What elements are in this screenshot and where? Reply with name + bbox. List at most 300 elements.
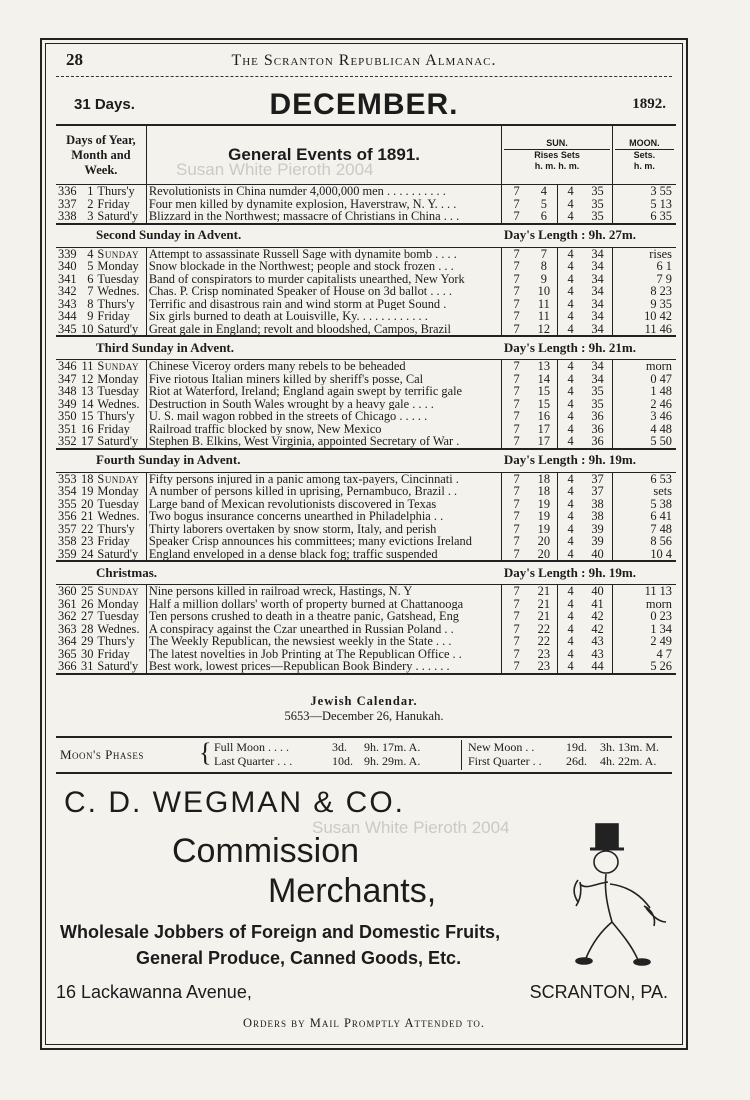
- day-length: Day's Length : 9h. 19m.: [502, 561, 676, 585]
- day-of-month: 27: [81, 610, 94, 623]
- sunset-hour: 4: [557, 610, 583, 623]
- sunset-minute: 36: [591, 422, 604, 435]
- section-heading-row: [56, 449, 676, 473]
- sunrise-minute: 19: [537, 497, 551, 510]
- sunset-hour: 4: [557, 435, 583, 449]
- moon-time: 4 7: [612, 648, 676, 661]
- ad-note: Orders by Mail Promptly Attended to.: [242, 1016, 486, 1030]
- sunrise-minute: 16: [537, 410, 551, 423]
- day-of-month: 26: [81, 597, 94, 610]
- sunset-hour: 4: [557, 260, 583, 273]
- phase-row: [214, 754, 420, 768]
- day-of-week: Saturd'y: [97, 322, 139, 336]
- sunrise-minute: 23: [537, 660, 551, 673]
- day-of-month: 31: [81, 660, 94, 673]
- calendar-row: [56, 523, 676, 536]
- event-text: Attempt to assassinate Russell Sage with dynamite bomb . . . .: [146, 247, 501, 260]
- sunrise-hour: 7: [502, 472, 531, 485]
- day-of-month: 15: [81, 410, 94, 423]
- day-length: Day's Length : 9h. 21m.: [502, 336, 676, 360]
- calendar-row: [56, 585, 676, 598]
- day-of-week: Saturd'y: [97, 210, 139, 223]
- sunrise-hour: 7: [502, 623, 531, 636]
- day-of-week: Saturd'y: [97, 660, 139, 673]
- sunrise-minute: 10: [537, 285, 551, 298]
- phase-time: 9h. 29m. A.: [364, 754, 421, 768]
- calendar-row: [56, 198, 676, 211]
- moon-time: morn: [612, 598, 676, 611]
- day-of-year: 345: [58, 322, 77, 336]
- moon-time: 4 48: [612, 423, 676, 436]
- day-of-month: 5: [87, 260, 94, 273]
- calendar-row: [56, 435, 676, 449]
- day-of-month: 2: [87, 197, 94, 210]
- jewish-calendar-text: 5653—December 26, Hanukah.: [284, 709, 444, 723]
- event-text: A conspiracy against the Czar unearthed in Russian Poland . .: [146, 623, 501, 636]
- event-text: Four men killed by dynamite explosion, Haverstraw, N. Y. . . .: [146, 198, 501, 211]
- sunrise-hour: 7: [502, 260, 531, 273]
- sunset-minute: 40: [591, 547, 604, 561]
- day-of-month: 23: [81, 535, 94, 548]
- day-of-year: 340: [58, 260, 77, 273]
- moon-time: 5 26: [612, 660, 676, 674]
- sunrise-hour: 7: [502, 548, 531, 562]
- calendar-row: [56, 398, 676, 411]
- sun-rise-set-labels: [504, 150, 610, 161]
- sunrise-minute: 15: [537, 397, 551, 410]
- calendar-row: [56, 472, 676, 485]
- day-of-year: 344: [58, 310, 77, 323]
- days-column-head: Days of Year, Month and Week.: [56, 125, 146, 185]
- section-title: Third Sunday in Advent.: [56, 336, 502, 360]
- sunrise-hour: 7: [502, 198, 531, 211]
- day-of-week: Sunday: [97, 247, 139, 260]
- day-of-year: 363: [58, 622, 77, 635]
- sunset-minute: 43: [591, 635, 604, 648]
- sunrise-hour: 7: [502, 398, 531, 411]
- day-of-month: 14: [81, 397, 94, 410]
- day-of-month: 3: [87, 210, 94, 223]
- sunset-minute: 36: [591, 435, 604, 448]
- sunrise-hour: 7: [502, 610, 531, 623]
- day-of-year: 349: [58, 397, 77, 410]
- moon-time: 11 46: [612, 323, 676, 337]
- sunrise-hour: 7: [502, 510, 531, 523]
- ad-subline-2: General Produce, Canned Goods, Etc.: [136, 948, 462, 968]
- sunset-hour: 4: [557, 535, 583, 548]
- almanac-page: [40, 38, 688, 1050]
- events-column-head: General Events of 1891.: [146, 125, 501, 185]
- event-text: A number of persons killed in uprising, Pernambuco, Brazil . .: [146, 485, 501, 498]
- day-of-year: 346: [58, 359, 77, 373]
- event-text: England enveloped in a dense black fog; traffic suspended: [146, 548, 501, 562]
- sunrise-minute: 23: [537, 647, 551, 660]
- day-of-month: 10: [81, 322, 94, 336]
- moon-phases-title: Moon's Phases: [60, 747, 144, 762]
- day-of-year: 360: [58, 584, 77, 598]
- phase-row: [468, 740, 659, 754]
- sunrise-hour: 7: [502, 247, 531, 260]
- day-of-month: 7: [87, 285, 94, 298]
- rises-label: Rises: [534, 150, 559, 160]
- calendar-row: [56, 648, 676, 661]
- moon-time: 0 23: [612, 610, 676, 623]
- day-of-month: 6: [87, 272, 94, 285]
- sunset-minute: 34: [591, 310, 604, 323]
- sunset-hour: 4: [557, 198, 583, 211]
- sunset-hour: 4: [557, 472, 583, 485]
- day-of-week: Sunday: [97, 359, 139, 373]
- calendar-row: [56, 498, 676, 511]
- day-of-week: Wednes.: [97, 622, 140, 635]
- day-of-year: 356: [58, 510, 77, 523]
- sunset-hour: 4: [557, 510, 583, 523]
- sunrise-minute: 6: [540, 210, 547, 223]
- day-of-year: 342: [58, 285, 77, 298]
- year: 1892.: [632, 96, 666, 112]
- event-text: The Weekly Republican, the newsiest weekly in the State . . .: [146, 635, 501, 648]
- phases-divider: [461, 740, 462, 770]
- day-of-year: 359: [58, 547, 77, 561]
- sunrise-minute: 22: [537, 635, 551, 648]
- sunrise-hour: 7: [502, 410, 531, 423]
- sunrise-minute: 20: [537, 547, 551, 561]
- moon-time: 1 34: [612, 623, 676, 636]
- sunset-hour: 4: [557, 298, 583, 311]
- calendar-row: [56, 535, 676, 548]
- sunset-minute: 34: [591, 285, 604, 298]
- moon-time: 2 46: [612, 398, 676, 411]
- sunset-hour: 4: [557, 247, 583, 260]
- sunset-minute: 35: [591, 385, 604, 398]
- sunset-hour: 4: [557, 310, 583, 323]
- day-of-year: 354: [58, 485, 77, 498]
- day-of-week: Wednes.: [97, 285, 140, 298]
- sunrise-minute: 17: [537, 435, 551, 448]
- table-end-rule: [56, 674, 676, 677]
- phase-time: 3h. 13m. M.: [600, 740, 660, 754]
- sunset-minute: 35: [591, 197, 604, 210]
- sunset-hour: 4: [557, 410, 583, 423]
- phase-name: Last Quarter . . .: [214, 754, 293, 768]
- sunset-minute: 39: [591, 522, 604, 535]
- moon-time: 5 50: [612, 435, 676, 449]
- sunrise-minute: 7: [540, 247, 547, 260]
- day-of-week: Tuesday: [97, 385, 139, 398]
- event-text: Two bogus insurance concerns unearthed in Philadelphia . .: [146, 510, 501, 523]
- sunrise-minute: 14: [537, 372, 551, 385]
- section-title: Second Sunday in Advent.: [56, 224, 502, 248]
- event-text: U. S. mail wagon robbed in the streets of Chicago . . . . .: [146, 410, 501, 423]
- event-text: Best work, lowest prices—Republican Book Bindery . . . . . .: [146, 660, 501, 674]
- sun-column-head: [502, 125, 613, 185]
- sunrise-minute: 21: [537, 610, 551, 623]
- event-text: Stephen B. Elkins, West Virginia, appointed Secretary of War .: [146, 435, 501, 449]
- sunset-hour: 4: [557, 523, 583, 536]
- day-of-month: 18: [81, 472, 94, 485]
- month-title: DECEMBER.: [269, 88, 459, 121]
- event-text: The latest novelties in Job Printing at The Republican Office . .: [146, 648, 501, 661]
- moon-time: 3 55: [612, 185, 676, 198]
- sunrise-hour: 7: [502, 485, 531, 498]
- day-of-year: 355: [58, 497, 77, 510]
- sunset-minute: 43: [591, 647, 604, 660]
- day-of-week: Monday: [97, 485, 139, 498]
- moon-time: 10 42: [612, 310, 676, 323]
- moon-phases: [56, 736, 672, 774]
- moon-time: 8 56: [612, 535, 676, 548]
- sunrise-hour: 7: [502, 535, 531, 548]
- sunset-minute: 42: [591, 622, 604, 635]
- day-of-week: Thurs'y: [97, 410, 135, 423]
- moon-time: 7 48: [612, 523, 676, 536]
- day-of-month: 1: [87, 184, 94, 198]
- moon-time: 7 9: [612, 273, 676, 286]
- calendar-row: [56, 310, 676, 323]
- event-text: Six girls burned to death at Louisville, Ky. . . . . . . . . . . .: [146, 310, 501, 323]
- sunrise-hour: 7: [502, 373, 531, 386]
- event-text: Blizzard in the Northwest; massacre of Christians in China . . .: [146, 210, 501, 224]
- moon-time: morn: [612, 360, 676, 373]
- day-of-month: 19: [81, 485, 94, 498]
- day-of-year: 350: [58, 410, 77, 423]
- sunrise-hour: 7: [502, 523, 531, 536]
- sunset-minute: 34: [591, 260, 604, 273]
- sunrise-hour: 7: [502, 210, 531, 224]
- moon-sets-label: Sets.: [633, 150, 656, 160]
- calendar-row: [56, 373, 676, 386]
- sunset-hour: 4: [557, 360, 583, 373]
- sunrise-minute: 18: [537, 472, 551, 485]
- moon-time: 10 4: [612, 548, 676, 562]
- sunrise-minute: 19: [537, 510, 551, 523]
- day-of-week: Friday: [97, 535, 130, 548]
- phase-day: 19d.: [566, 740, 587, 754]
- day-of-week: Thurs'y: [97, 184, 135, 198]
- day-of-year: 358: [58, 535, 77, 548]
- sunrise-hour: 7: [502, 435, 531, 449]
- event-text: Ten persons crushed to death in a theatre panic, Gatshead, Eng: [146, 610, 501, 623]
- day-of-week: Friday: [97, 197, 130, 210]
- sunrise-minute: 22: [537, 622, 551, 635]
- sunrise-minute: 8: [540, 260, 547, 273]
- sunset-hour: 4: [557, 548, 583, 562]
- sunset-minute: 44: [591, 660, 604, 673]
- sunset-minute: 39: [591, 535, 604, 548]
- calendar-row: [56, 423, 676, 436]
- sunrise-hour: 7: [502, 273, 531, 286]
- moon-time: 2 49: [612, 635, 676, 648]
- day-of-week: Monday: [97, 597, 139, 610]
- sunrise-minute: 21: [537, 597, 551, 610]
- days-count: 31 Days.: [74, 96, 135, 113]
- watermark: Susan White Pieroth 2004: [176, 160, 374, 179]
- event-text: Riot at Waterford, Ireland; England again swept by terrific gale: [146, 385, 501, 398]
- sunset-minute: 37: [591, 485, 604, 498]
- sunrise-minute: 11: [537, 310, 550, 323]
- column-header-row: [56, 125, 676, 185]
- day-of-week: Friday: [97, 310, 130, 323]
- day-of-week: Tuesday: [97, 610, 139, 623]
- sunset-minute: 40: [591, 584, 604, 598]
- sunset-minute: 34: [591, 272, 604, 285]
- sunset-hour: 4: [557, 373, 583, 386]
- day-of-month: 17: [81, 435, 94, 448]
- page-number: 28: [66, 50, 83, 69]
- calendar-row: [56, 247, 676, 260]
- phase-time: 4h. 22m. A.: [600, 754, 657, 768]
- event-text: Great gale in England; revolt and bloodshed, Campos, Brazil: [146, 323, 501, 337]
- sun-label: SUN.: [504, 138, 610, 150]
- ad-headline-1: Commission: [172, 832, 360, 870]
- moon-time: sets: [612, 485, 676, 498]
- page-header: [56, 50, 672, 74]
- calendar-row: [56, 660, 676, 674]
- day-of-month: 28: [81, 622, 94, 635]
- sunrise-hour: 7: [502, 498, 531, 511]
- day-of-month: 24: [81, 547, 94, 561]
- sunset-minute: 37: [591, 472, 604, 485]
- sunset-minute: 34: [591, 322, 604, 336]
- day-of-month: 29: [81, 635, 94, 648]
- day-of-month: 30: [81, 647, 94, 660]
- event-text: Nine persons killed in railroad wreck, Hastings, N. Y: [146, 585, 501, 598]
- phase-name: Full Moon . . . .: [214, 740, 290, 754]
- sunset-hour: 4: [557, 648, 583, 661]
- calendar-row: [56, 360, 676, 373]
- sunrise-hour: 7: [502, 585, 531, 598]
- moon-time: 5 13: [612, 198, 676, 211]
- day-length: Day's Length : 9h. 27m.: [502, 224, 676, 248]
- day-of-week: Sunday: [97, 472, 139, 485]
- sunset-hour: 4: [557, 185, 583, 198]
- day-of-year: 351: [58, 422, 77, 435]
- event-text: Revolutionists in China numder 4,000,000 men . . . . . . . . . .: [146, 185, 501, 198]
- phase-day: 26d.: [566, 754, 587, 768]
- calendar-body: [56, 185, 676, 677]
- day-of-year: 338: [58, 210, 77, 223]
- event-text: Terrific and disastrous rain and wind storm at Puget Sound .: [146, 298, 501, 311]
- event-text: Large band of Mexican revolutionists discovered in Texas: [146, 498, 501, 511]
- moon-time: 1 48: [612, 385, 676, 398]
- moon-time: 6 35: [612, 210, 676, 224]
- sunset-minute: 35: [591, 210, 604, 223]
- sunrise-hour: 7: [502, 310, 531, 323]
- event-text: Band of conspirators to murder capitalists unearthed, New York: [146, 273, 501, 286]
- sunrise-minute: 18: [537, 485, 551, 498]
- sunrise-minute: 13: [537, 359, 551, 373]
- sunset-minute: 36: [591, 410, 604, 423]
- event-text: Thirty laborers overtaken by snow storm, Italy, and perish: [146, 523, 501, 536]
- sunset-minute: 35: [591, 184, 604, 198]
- event-text: Chas. P. Crisp nominated Speaker of House on 3d ballot . . . .: [146, 285, 501, 298]
- day-of-week: Saturd'y: [97, 547, 139, 561]
- sunrise-minute: 21: [537, 584, 551, 598]
- day-of-month: 13: [81, 385, 94, 398]
- sunset-hour: 4: [557, 398, 583, 411]
- moon-label: MOON.: [615, 138, 674, 150]
- calendar-row: [56, 623, 676, 636]
- sunrise-minute: 12: [537, 322, 551, 336]
- calendar-row: [56, 598, 676, 611]
- sunrise-minute: 15: [537, 385, 551, 398]
- sunset-minute: 34: [591, 297, 604, 310]
- calendar-row: [56, 385, 676, 398]
- day-of-month: 21: [81, 510, 94, 523]
- event-text: Chinese Viceroy orders many rebels to be beheaded: [146, 360, 501, 373]
- moon-column-head: [612, 125, 676, 185]
- almanac-title: The Scranton Republican Almanac.: [231, 52, 497, 69]
- moon-time: 9 35: [612, 298, 676, 311]
- sunrise-minute: 20: [537, 535, 551, 548]
- day-of-week: Tuesday: [97, 497, 139, 510]
- month-line: [56, 88, 672, 124]
- ad-city: SCRANTON, PA.: [529, 982, 668, 1002]
- sunrise-minute: 4: [540, 184, 547, 198]
- day-of-year: 336: [58, 184, 77, 198]
- sunset-minute: 34: [591, 372, 604, 385]
- moon-time: 6 1: [612, 260, 676, 273]
- sunrise-minute: 11: [537, 297, 550, 310]
- calendar-row: [56, 410, 676, 423]
- day-of-year: 347: [58, 372, 77, 385]
- sunset-hour: 4: [557, 210, 583, 224]
- moon-time: rises: [612, 247, 676, 260]
- day-of-year: 365: [58, 647, 77, 660]
- calendar-row: [56, 510, 676, 523]
- day-of-year: 366: [58, 660, 77, 673]
- sunrise-hour: 7: [502, 360, 531, 373]
- moon-time: 6 41: [612, 510, 676, 523]
- calendar-table: [56, 124, 676, 677]
- sunset-minute: 38: [591, 510, 604, 523]
- ad-address: 16 Lackawanna Avenue,: [56, 982, 252, 1002]
- sunset-minute: 34: [591, 359, 604, 373]
- section-heading-row: [56, 336, 676, 360]
- sets-label: Sets: [560, 150, 580, 160]
- sunrise-hour: 7: [502, 660, 531, 674]
- sunset-hour: 4: [557, 585, 583, 598]
- sunrise-hour: 7: [502, 185, 531, 198]
- brace-glyph: {: [199, 738, 212, 767]
- calendar-row: [56, 285, 676, 298]
- sunrise-hour: 7: [502, 298, 531, 311]
- section-heading-row: [56, 561, 676, 585]
- day-of-week: Tuesday: [97, 272, 139, 285]
- day-of-week: Friday: [97, 422, 130, 435]
- day-of-month: 16: [81, 422, 94, 435]
- day-of-year: 348: [58, 385, 77, 398]
- day-of-month: 9: [87, 310, 94, 323]
- moon-time: 5 38: [612, 498, 676, 511]
- advertisement: [56, 780, 672, 1042]
- section-heading-row: [56, 224, 676, 248]
- day-of-month: 8: [87, 297, 94, 310]
- sunrise-hour: 7: [502, 598, 531, 611]
- sunset-hour: 4: [557, 498, 583, 511]
- sunrise-minute: 5: [540, 197, 547, 210]
- day-of-month: 25: [81, 584, 94, 598]
- watermark: Susan White Pieroth 2004: [312, 818, 510, 837]
- calendar-row: [56, 260, 676, 273]
- sunset-hour: 4: [557, 635, 583, 648]
- day-of-year: 357: [58, 522, 77, 535]
- header-rule: [56, 76, 672, 77]
- sunset-minute: 42: [591, 610, 604, 623]
- day-of-month: 12: [81, 372, 94, 385]
- sunset-minute: 38: [591, 497, 604, 510]
- day-of-week: Thurs'y: [97, 522, 135, 535]
